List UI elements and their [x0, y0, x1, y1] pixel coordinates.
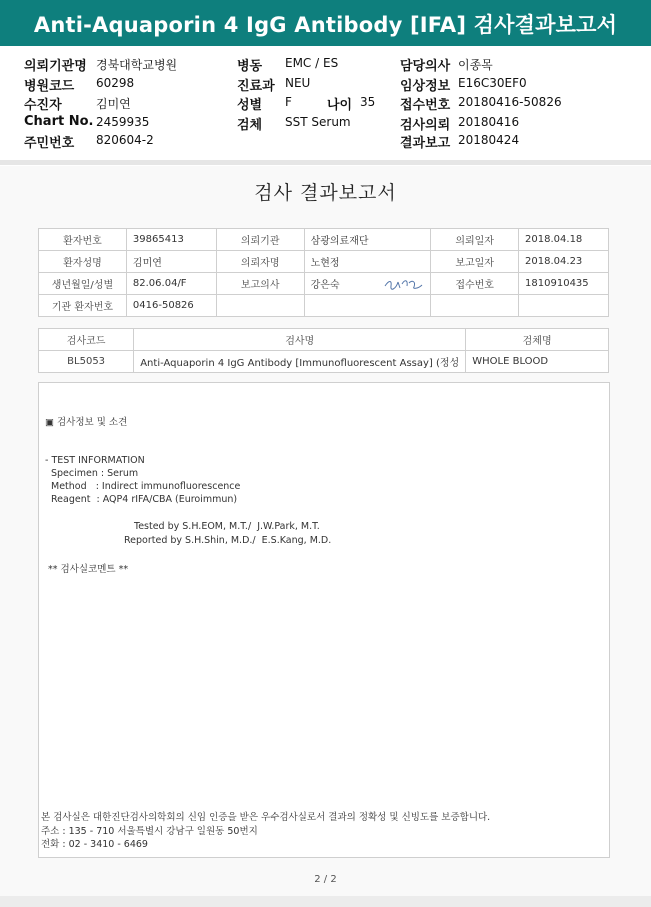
info-value — [519, 295, 609, 317]
header-label-clinical-info: 임상정보 — [400, 79, 451, 94]
header-label-requesting-institution: 의뢰기관명 — [24, 59, 87, 74]
header-value-ward: EMC / ES — [285, 56, 339, 70]
lab-address: 주소 : 135 - 710 서울특별시 강남구 일원동 50번지 — [41, 826, 258, 837]
header-label-resident-no: 주민번호 — [24, 136, 75, 151]
header-label-specimen: 검체 — [237, 118, 263, 133]
header-value-clinical-info: E16C30EF0 — [458, 76, 527, 90]
info-label: 의뢰일자 — [431, 229, 519, 251]
report-header-bar — [0, 0, 651, 46]
info-label — [431, 295, 519, 317]
header-value-chart-no: 2459935 — [96, 115, 150, 129]
table-row — [39, 229, 609, 251]
test-info-specimen: Specimen : Serum — [51, 468, 139, 479]
info-value: 39865413 — [126, 229, 216, 251]
column-header: 검사명 — [134, 329, 466, 351]
specimen-name: WHOLE BLOOD — [466, 351, 609, 373]
test-table — [38, 328, 609, 373]
column-header: 검체명 — [466, 329, 609, 351]
table-row — [39, 251, 609, 273]
header-label-sex: 성별 — [237, 98, 263, 113]
header-value-hospital-code: 60298 — [96, 76, 135, 90]
header-value-specimen: SST Serum — [285, 115, 351, 129]
info-label: 기관 환자번호 — [39, 295, 127, 317]
info-label: 접수번호 — [431, 273, 519, 295]
test-info-reagent: Reagent : AQP4 rIFA/CBA (Euroimmun) — [51, 494, 238, 505]
info-value: 1810910435 — [519, 273, 609, 295]
header-value-doctor: 이종목 — [458, 58, 493, 72]
header-value-age: 35 — [360, 95, 376, 109]
info-label: 보고일자 — [431, 251, 519, 273]
table-row — [39, 273, 609, 295]
test-code: BL5053 — [39, 351, 134, 373]
info-label: 의뢰자명 — [216, 251, 304, 273]
result-frame — [38, 382, 610, 858]
info-value: 김미연 — [126, 251, 216, 273]
header-value-sex: F — [285, 95, 292, 109]
report-header-title: Anti-Aquaporin 4 IgG Antibody [IFA] 검사결과보고서 — [33, 13, 618, 37]
header-label-request-date: 검사의뢰 — [400, 118, 451, 133]
table-row — [39, 295, 609, 317]
test-info-heading: - TEST INFORMATION — [45, 455, 145, 466]
header-value-department: NEU — [285, 76, 311, 90]
info-label: 의뢰기관 — [216, 229, 304, 251]
section-title: ▣ 검사정보 및 소견 — [45, 417, 128, 428]
bottom-band — [0, 896, 651, 907]
header-label-doctor: 담당의사 — [400, 59, 451, 74]
info-label: 환자성명 — [39, 251, 127, 273]
header-label-ward: 병동 — [237, 59, 263, 74]
header-label-patient: 수진자 — [24, 98, 62, 113]
table-row — [39, 351, 609, 373]
patient-info-table — [38, 228, 609, 317]
header-value-accession-no: 20180416-50826 — [458, 95, 562, 109]
header-label-accession-no: 접수번호 — [400, 98, 451, 113]
info-label: 환자번호 — [39, 229, 127, 251]
reported-by: Reported by S.H.Shin, M.D./ E.S.Kang, M.D. — [124, 535, 332, 546]
header-label-report-date: 결과보고 — [400, 136, 451, 151]
info-value: 0416-50826 — [126, 295, 216, 317]
page-number: 2 / 2 — [314, 874, 337, 885]
column-header: 검사코드 — [39, 329, 134, 351]
table-header-row — [39, 329, 609, 351]
info-value: 2018.04.18 — [519, 229, 609, 251]
info-value — [304, 295, 431, 317]
section-divider — [0, 160, 651, 165]
info-value: 삼광의료재단 — [304, 229, 431, 251]
header-value-patient: 김미연 — [96, 97, 131, 111]
test-name: Anti-Aquaporin 4 IgG Antibody [Immunofluorescent Assay] (정성 — [134, 351, 466, 373]
header-value-report-date: 20180424 — [458, 133, 520, 147]
lab-phone: 전화 : 02 - 3410 - 6469 — [41, 839, 148, 850]
header-label-department: 진료과 — [237, 79, 275, 94]
info-value: 노현정 — [304, 251, 431, 273]
header-value-request-date: 20180416 — [458, 115, 520, 129]
header-label-chart-no: Chart No. — [24, 114, 94, 129]
header-label-hospital-code: 병원코드 — [24, 79, 75, 94]
test-info-method: Method : Indirect immunofluorescence — [51, 481, 241, 492]
info-value: 2018.04.23 — [519, 251, 609, 273]
signature-icon — [383, 276, 425, 292]
header-label-age: 나이 — [327, 98, 353, 113]
info-value: 강은숙 — [304, 273, 431, 295]
comment-title: ** 검사실코멘트 ** — [48, 564, 129, 575]
info-label: 보고의사 — [216, 273, 304, 295]
tested-by: Tested by S.H.EOM, M.T./ J.W.Park, M.T. — [134, 521, 320, 532]
header-value-resident-no: 820604-2 — [96, 133, 154, 147]
certification-note: 본 검사실은 대한진단검사의학회의 신임 인증을 받은 우수검사실로서 결과의 정확성 및 신빙도를 보증합니다. — [41, 812, 491, 823]
info-label: 생년월일/성별 — [39, 273, 127, 295]
info-value: 82.06.04/F — [126, 273, 216, 295]
info-label — [216, 295, 304, 317]
report-title: 검사 결과보고서 — [254, 182, 397, 204]
header-value-requesting-institution: 경북대학교병원 — [96, 58, 178, 72]
